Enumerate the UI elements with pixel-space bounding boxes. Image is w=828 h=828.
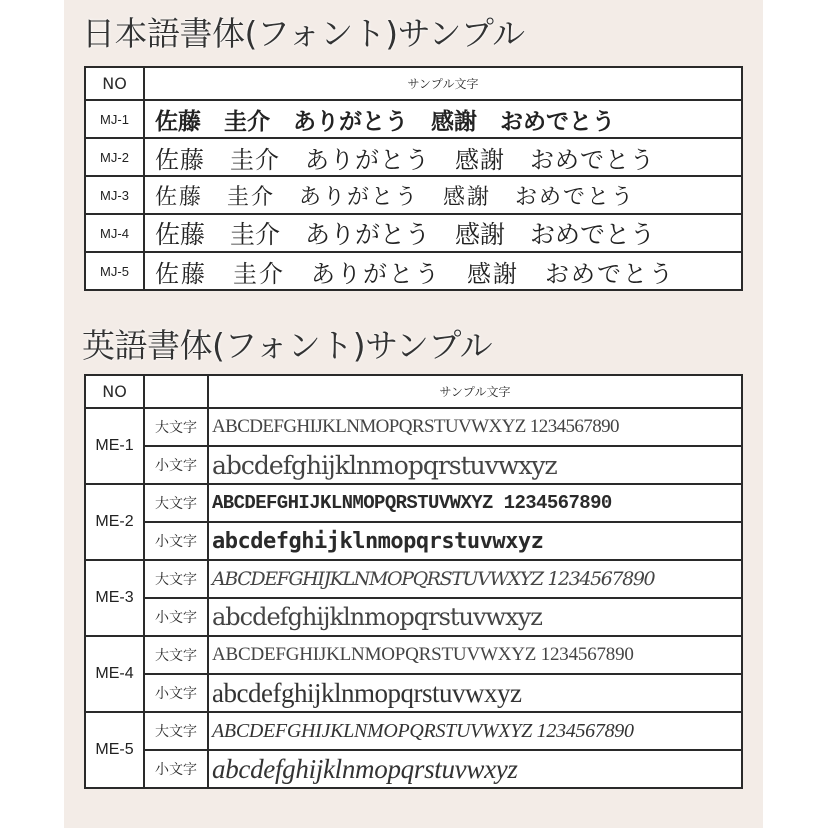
table-row [85, 100, 742, 138]
column-header-sample: サンプル文字 [208, 375, 742, 408]
japanese-font-section-title: 日本語書体(フォント)サンプル [82, 14, 525, 53]
uppercase-sample-text: ABCDEFGHIJKLNMOPQRSTUVWXYZ 1234567890 [208, 560, 742, 598]
english-font-section-title: 英語書体(フォント)サンプル [82, 326, 493, 365]
uppercase-sample-text: ABCDEFGHIJKLNMOPQRSTUVWXYZ 1234567890 [208, 408, 742, 446]
table-row [85, 138, 742, 176]
uppercase-label: 大文字 [144, 712, 208, 750]
table-row-uppercase [85, 636, 742, 674]
column-header-no: NO [85, 375, 144, 408]
font-sample-text: 佐藤 圭介 ありがとう 感謝 おめでとう [144, 214, 742, 252]
table-row-lowercase [85, 598, 742, 636]
lowercase-label: 小文字 [144, 522, 208, 560]
table-row-uppercase [85, 560, 742, 598]
table-row-uppercase [85, 484, 742, 522]
lowercase-sample-text: abcdefghijklnmopqrstuvwxyz [208, 598, 742, 636]
table-row [85, 214, 742, 252]
font-code: MJ-1 [85, 100, 144, 138]
uppercase-label: 大文字 [144, 560, 208, 598]
uppercase-label: 大文字 [144, 408, 208, 446]
font-code: MJ-3 [85, 176, 144, 214]
table-row [85, 176, 742, 214]
font-sample-text: 佐藤 圭介 ありがとう 感謝 おめでとう [144, 252, 742, 290]
lowercase-sample-text: abcdefghijklnmopqrstuvwxyz [208, 446, 742, 484]
japanese-font-sample-table [84, 66, 743, 291]
lowercase-label: 小文字 [144, 598, 208, 636]
column-header-case [144, 375, 208, 408]
font-code: ME-5 [85, 712, 144, 788]
table-row-lowercase [85, 674, 742, 712]
lowercase-label: 小文字 [144, 750, 208, 788]
table-row-uppercase [85, 712, 742, 750]
font-code: ME-3 [85, 560, 144, 636]
font-code: MJ-5 [85, 252, 144, 290]
font-code: MJ-2 [85, 138, 144, 176]
lowercase-sample-text: abcdefghijklnmopqrstuvwxyz [208, 750, 742, 788]
table-header-row [85, 375, 742, 408]
font-code: ME-2 [85, 484, 144, 560]
column-header-no: NO [85, 67, 144, 100]
table-row-lowercase [85, 750, 742, 788]
column-header-sample: サンプル文字 [144, 67, 742, 100]
english-font-sample-table [84, 374, 743, 789]
uppercase-label: 大文字 [144, 636, 208, 674]
uppercase-label: 大文字 [144, 484, 208, 522]
lowercase-sample-text: abcdefghijklnmopqrstuvwxyz [208, 522, 742, 560]
uppercase-sample-text: ABCDEFGHIJKLNMOPQRSTUVWXYZ 1234567890 [208, 636, 742, 674]
font-code: MJ-4 [85, 214, 144, 252]
table-row [85, 252, 742, 290]
lowercase-label: 小文字 [144, 446, 208, 484]
lowercase-label: 小文字 [144, 674, 208, 712]
font-code: ME-4 [85, 636, 144, 712]
table-header-row [85, 67, 742, 100]
font-code: ME-1 [85, 408, 144, 484]
uppercase-sample-text: ABCDEFGHIJKLNMOPQRSTUVWXYZ 1234567890 [208, 712, 742, 750]
lowercase-sample-text: abcdefghijklnmopqrstuvwxyz [208, 674, 742, 712]
font-sample-text: 佐藤 圭介 ありがとう 感謝 おめでとう [144, 176, 742, 214]
font-sample-text: 佐藤 圭介 ありがとう 感謝 おめでとう [144, 100, 742, 138]
table-row-lowercase [85, 522, 742, 560]
table-row-lowercase [85, 446, 742, 484]
table-row-uppercase [85, 408, 742, 446]
font-sample-text: 佐藤 圭介 ありがとう 感謝 おめでとう [144, 138, 742, 176]
uppercase-sample-text: ABCDEFGHIJKLNMOPQRSTUVWXYZ 1234567890 [208, 484, 742, 522]
